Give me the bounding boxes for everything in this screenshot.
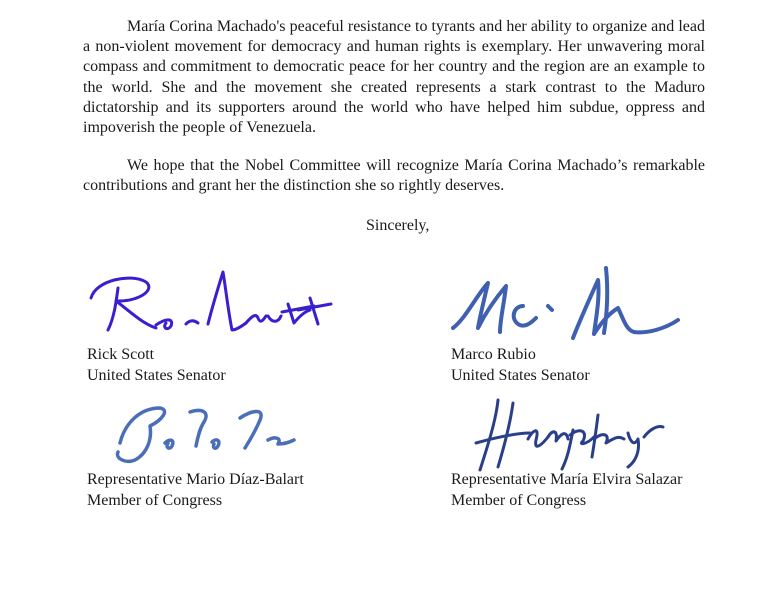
signature-rick-scott	[86, 268, 336, 343]
signer-title: United States Senator	[451, 366, 590, 384]
signer-name: Rick Scott	[87, 346, 155, 363]
signature-maria-elvira-salazar	[458, 395, 678, 475]
signer-name: Representative Mario Díaz-Balart	[87, 471, 304, 488]
letter-paragraph-1: María Corina Machado's peaceful resistance to tyrants and her ability to organize and lead a non-violent movement for democracy and human rights is exemplary. Her unwavering moral compass and commitment to democratic peace for her country and the region are an example to the world. She and the movement she created represents a stark contrast to the Maduro dictatorship and its supporters around the world who have helped him subdue, oppress and impoverish the people of Venezuela.	[83, 18, 705, 137]
signature-mario-diaz-balart	[100, 398, 300, 473]
signature-marco-rubio	[448, 258, 688, 348]
letter-paragraph-2: We hope that the Nobel Committee will recognize María Corina Machado’s remarkable contributions and grant her the distinction she so rightly deserves.	[83, 157, 705, 195]
signer-block-marco-rubio	[451, 345, 590, 386]
signer-block-rick-scott	[87, 345, 226, 386]
signer-title: United States Senator	[87, 366, 226, 384]
signer-block-mario-diaz-balart	[87, 470, 304, 511]
signer-name: Representative María Elvira Salazar	[451, 471, 683, 488]
signer-title: Member of Congress	[87, 491, 223, 509]
signer-title: Member of Congress	[451, 491, 587, 509]
signer-block-maria-elvira-salazar	[451, 470, 682, 511]
letter-closing: Sincerely,	[366, 217, 430, 234]
signer-name: Marco Rubio	[451, 346, 536, 363]
